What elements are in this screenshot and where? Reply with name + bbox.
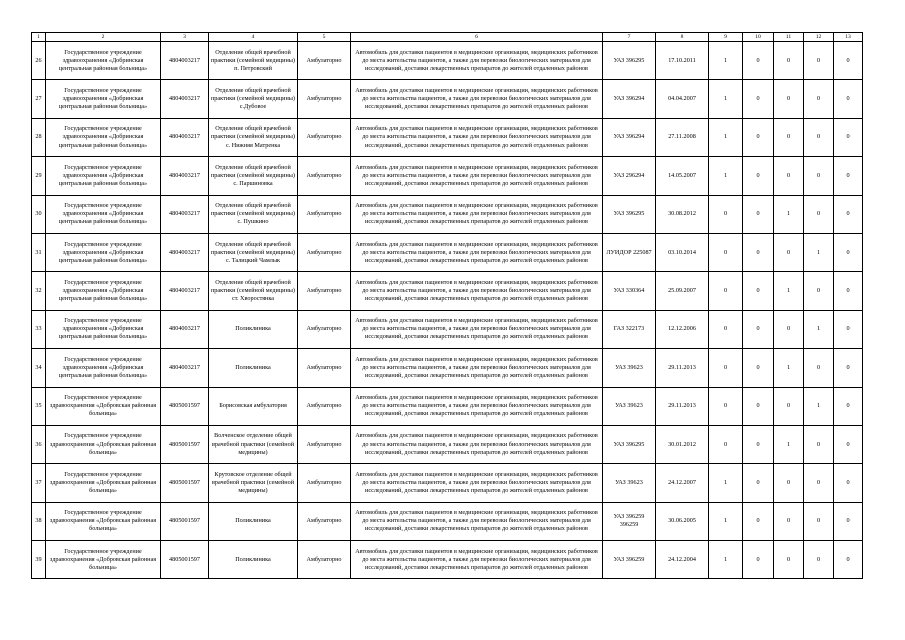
care-type-cell: Амбулаторно <box>298 157 351 195</box>
department-cell: Поликлиника <box>209 349 298 387</box>
table-body <box>32 42 863 579</box>
department-cell: Отделение общей врачебной практики (семейной медицины) с. Нижняя Матренка <box>209 118 298 156</box>
registration-date-cell: 14.05.2007 <box>656 157 709 195</box>
count-col-11-cell: 1 <box>774 272 804 310</box>
count-col-12-cell: 0 <box>804 272 834 310</box>
count-col-10-cell: 0 <box>743 157 774 195</box>
count-col-10-cell: 0 <box>743 42 774 80</box>
care-type-cell: Амбулаторно <box>298 195 351 233</box>
vehicle-purpose-cell: Автомобиль для доставки пациентов в медицинские организации, медицинских работников до места жительства пациентов, а также для перевозки биологических материалов для исследований, доставки лекарственных препаратов до жителей отдаленных районов <box>351 80 603 118</box>
count-col-13-cell: 0 <box>834 349 863 387</box>
department-cell: Отделение общей врачебной практики (семейной медицины) с. Паршиновка <box>209 157 298 195</box>
count-col-10-cell: 0 <box>743 349 774 387</box>
vehicle-purpose-cell: Автомобиль для доставки пациентов в медицинские организации, медицинских работников до места жительства пациентов, а также для перевозки биологических материалов для исследований, доставки лекарственных препаратов до жителей отдаленных районов <box>351 425 603 463</box>
count-col-13-cell: 0 <box>834 464 863 502</box>
count-col-13-cell: 0 <box>834 310 863 348</box>
vehicle-registry-table <box>31 32 863 579</box>
care-type-cell: Амбулаторно <box>298 502 351 540</box>
column-number-cell: 4 <box>209 33 298 42</box>
vehicle-purpose-cell: Автомобиль для доставки пациентов в медицинские организации, медицинских работников до места жительства пациентов, а также для перевозки биологических материалов для исследований, доставки лекарственных препаратов до жителей отдаленных районов <box>351 349 603 387</box>
institution-name-cell: Государственное учреждение здравоохранения «Добровская районная больница» <box>46 464 161 502</box>
inn-cell: 4804003217 <box>161 349 209 387</box>
count-col-11-cell: 0 <box>774 387 804 425</box>
vehicle-purpose-cell: Автомобиль для доставки пациентов в медицинские организации, медицинских работников до места жительства пациентов, а также для перевозки биологических материалов для исследований, доставки лекарственных препаратов до жителей отдаленных районов <box>351 42 603 80</box>
count-col-10-cell: 0 <box>743 541 774 579</box>
registration-date-cell: 25.09.2007 <box>656 272 709 310</box>
institution-name-cell: Государственное учреждение здравоохранения «Добринская центральная районная больница» <box>46 272 161 310</box>
count-col-9-cell: 0 <box>709 387 743 425</box>
care-type-cell: Амбулаторно <box>298 80 351 118</box>
table-row <box>32 349 863 387</box>
registration-date-cell: 24.12.2007 <box>656 464 709 502</box>
count-col-10-cell: 0 <box>743 80 774 118</box>
count-col-13-cell: 0 <box>834 425 863 463</box>
row-number-cell: 29 <box>32 157 46 195</box>
table-row <box>32 80 863 118</box>
count-col-12-cell: 1 <box>804 233 834 271</box>
registration-date-cell: 30.01.2012 <box>656 425 709 463</box>
institution-name-cell: Государственное учреждение здравоохранения «Добринская центральная районная больница» <box>46 349 161 387</box>
count-col-9-cell: 0 <box>709 233 743 271</box>
institution-name-cell: Государственное учреждение здравоохранения «Добровская районная больница» <box>46 425 161 463</box>
registration-date-cell: 29.11.2013 <box>656 349 709 387</box>
inn-cell: 4805001597 <box>161 541 209 579</box>
institution-name-cell: Государственное учреждение здравоохранения «Добринская центральная районная больница» <box>46 310 161 348</box>
table-row <box>32 541 863 579</box>
count-col-10-cell: 0 <box>743 310 774 348</box>
care-type-cell: Амбулаторно <box>298 541 351 579</box>
count-col-13-cell: 0 <box>834 272 863 310</box>
department-cell: Крутовское отделение общей врачебной практики (семейной медицины) <box>209 464 298 502</box>
row-number-cell: 32 <box>32 272 46 310</box>
registration-date-cell: 24.12.2004 <box>656 541 709 579</box>
column-number-row <box>32 33 863 42</box>
registration-date-cell: 27.11.2008 <box>656 118 709 156</box>
care-type-cell: Амбулаторно <box>298 272 351 310</box>
inn-cell: 4804003217 <box>161 233 209 271</box>
count-col-9-cell: 0 <box>709 195 743 233</box>
row-number-cell: 26 <box>32 42 46 80</box>
vehicle-model-cell: УАЗ 39623 <box>603 464 656 502</box>
department-cell: Отделение общей врачебной практики (семейной медицины) ст. Хворостянка <box>209 272 298 310</box>
count-col-9-cell: 1 <box>709 541 743 579</box>
row-number-cell: 28 <box>32 118 46 156</box>
vehicle-purpose-cell: Автомобиль для доставки пациентов в медицинские организации, медицинских работников до места жительства пациентов, а также для перевозки биологических материалов для исследований, доставки лекарственных препаратов до жителей отдаленных районов <box>351 118 603 156</box>
care-type-cell: Амбулаторно <box>298 310 351 348</box>
registration-date-cell: 03.10.2014 <box>656 233 709 271</box>
vehicle-model-cell: УАЗ 396294 <box>603 80 656 118</box>
row-number-cell: 35 <box>32 387 46 425</box>
row-number-cell: 34 <box>32 349 46 387</box>
row-number-cell: 33 <box>32 310 46 348</box>
vehicle-model-cell: УАЗ 396295 <box>603 425 656 463</box>
care-type-cell: Амбулаторно <box>298 425 351 463</box>
column-number-cell: 10 <box>743 33 774 42</box>
department-cell: Отделение общей врачебной практики (семейной медицины) п. Петровский <box>209 42 298 80</box>
count-col-12-cell: 0 <box>804 118 834 156</box>
count-col-13-cell: 0 <box>834 195 863 233</box>
institution-name-cell: Государственное учреждение здравоохранения «Добринская центральная районная больница» <box>46 80 161 118</box>
count-col-13-cell: 0 <box>834 118 863 156</box>
registration-date-cell: 17.10.2011 <box>656 42 709 80</box>
count-col-11-cell: 0 <box>774 502 804 540</box>
vehicle-purpose-cell: Автомобиль для доставки пациентов в медицинские организации, медицинских работников до места жительства пациентов, а также для перевозки биологических материалов для исследований, доставки лекарственных препаратов до жителей отдаленных районов <box>351 541 603 579</box>
registration-date-cell: 30.08.2012 <box>656 195 709 233</box>
inn-cell: 4804003217 <box>161 310 209 348</box>
count-col-9-cell: 1 <box>709 157 743 195</box>
count-col-11-cell: 0 <box>774 541 804 579</box>
vehicle-purpose-cell: Автомобиль для доставки пациентов в медицинские организации, медицинских работников до места жительства пациентов, а также для перевозки биологических материалов для исследований, доставки лекарственных препаратов до жителей отдаленных районов <box>351 157 603 195</box>
table-row <box>32 502 863 540</box>
count-col-13-cell: 0 <box>834 157 863 195</box>
inn-cell: 4804003217 <box>161 272 209 310</box>
department-cell: Отделение общей врачебной практики (семейной медицины) с.Дубовое <box>209 80 298 118</box>
department-cell: Поликлиника <box>209 502 298 540</box>
vehicle-model-cell: ЛУИДОР 225087 <box>603 233 656 271</box>
row-number-cell: 31 <box>32 233 46 271</box>
count-col-11-cell: 1 <box>774 195 804 233</box>
count-col-10-cell: 0 <box>743 387 774 425</box>
row-number-cell: 38 <box>32 502 46 540</box>
count-col-12-cell: 0 <box>804 157 834 195</box>
vehicle-model-cell: УАЗ 330364 <box>603 272 656 310</box>
vehicle-purpose-cell: Автомобиль для доставки пациентов в медицинские организации, медицинских работников до места жительства пациентов, а также для перевозки биологических материалов для исследований, доставки лекарственных препаратов до жителей отдаленных районов <box>351 387 603 425</box>
vehicle-model-cell: УАЗ 396259 396259 <box>603 502 656 540</box>
inn-cell: 4805001597 <box>161 464 209 502</box>
count-col-12-cell: 0 <box>804 541 834 579</box>
count-col-11-cell: 1 <box>774 349 804 387</box>
vehicle-model-cell: УАЗ 396294 <box>603 118 656 156</box>
count-col-12-cell: 0 <box>804 195 834 233</box>
department-cell: Волченское отделение общей врачебной практики (семейной медицины) <box>209 425 298 463</box>
count-col-11-cell: 0 <box>774 310 804 348</box>
vehicle-purpose-cell: Автомобиль для доставки пациентов в медицинские организации, медицинских работников до места жительства пациентов, а также для перевозки биологических материалов для исследований, доставки лекарственных препаратов до жителей отдаленных районов <box>351 195 603 233</box>
count-col-13-cell: 0 <box>834 502 863 540</box>
table-row <box>32 195 863 233</box>
table-row <box>32 310 863 348</box>
count-col-13-cell: 0 <box>834 541 863 579</box>
row-number-cell: 27 <box>32 80 46 118</box>
count-col-10-cell: 0 <box>743 233 774 271</box>
care-type-cell: Амбулаторно <box>298 118 351 156</box>
department-cell: Поликлиника <box>209 310 298 348</box>
table-row <box>32 387 863 425</box>
count-col-12-cell: 0 <box>804 425 834 463</box>
care-type-cell: Амбулаторно <box>298 233 351 271</box>
count-col-9-cell: 1 <box>709 464 743 502</box>
inn-cell: 4804003217 <box>161 118 209 156</box>
institution-name-cell: Государственное учреждение здравоохранения «Добровская районная больница» <box>46 387 161 425</box>
vehicle-model-cell: УАЗ 396295 <box>603 195 656 233</box>
count-col-13-cell: 0 <box>834 42 863 80</box>
column-number-cell: 7 <box>603 33 656 42</box>
department-cell: Борисовская амбулатория <box>209 387 298 425</box>
inn-cell: 4804003217 <box>161 80 209 118</box>
registration-date-cell: 12.12.2006 <box>656 310 709 348</box>
count-col-9-cell: 1 <box>709 118 743 156</box>
department-cell: Отделение общей врачебной практики (семейной медицины) с. Пушкино <box>209 195 298 233</box>
count-col-13-cell: 0 <box>834 80 863 118</box>
count-col-11-cell: 0 <box>774 42 804 80</box>
count-col-9-cell: 1 <box>709 502 743 540</box>
table-row <box>32 118 863 156</box>
vehicle-model-cell: УАЗ 296294 <box>603 157 656 195</box>
column-number-cell: 6 <box>351 33 603 42</box>
count-col-12-cell: 0 <box>804 349 834 387</box>
vehicle-model-cell: ГАЗ 322173 <box>603 310 656 348</box>
count-col-13-cell: 0 <box>834 233 863 271</box>
count-col-11-cell: 0 <box>774 233 804 271</box>
vehicle-model-cell: УАЗ 39623 <box>603 349 656 387</box>
column-number-cell: 5 <box>298 33 351 42</box>
row-number-cell: 37 <box>32 464 46 502</box>
institution-name-cell: Государственное учреждение здравоохранения «Добринская центральная районная больница» <box>46 233 161 271</box>
column-number-cell: 9 <box>709 33 743 42</box>
column-number-cell: 2 <box>46 33 161 42</box>
care-type-cell: Амбулаторно <box>298 464 351 502</box>
vehicle-purpose-cell: Автомобиль для доставки пациентов в медицинские организации, медицинских работников до места жительства пациентов, а также для перевозки биологических материалов для исследований, доставки лекарственных препаратов до жителей отдаленных районов <box>351 502 603 540</box>
count-col-12-cell: 0 <box>804 502 834 540</box>
vehicle-purpose-cell: Автомобиль для доставки пациентов в медицинские организации, медицинских работников до места жительства пациентов, а также для перевозки биологических материалов для исследований, доставки лекарственных препаратов до жителей отдаленных районов <box>351 272 603 310</box>
count-col-10-cell: 0 <box>743 464 774 502</box>
vehicle-model-cell: УАЗ 39623 <box>603 387 656 425</box>
row-number-cell: 36 <box>32 425 46 463</box>
count-col-9-cell: 0 <box>709 425 743 463</box>
institution-name-cell: Государственное учреждение здравоохранения «Добринская центральная районная больница» <box>46 42 161 80</box>
inn-cell: 4804003217 <box>161 157 209 195</box>
table-row <box>32 425 863 463</box>
count-col-9-cell: 0 <box>709 349 743 387</box>
column-number-cell: 8 <box>656 33 709 42</box>
count-col-9-cell: 1 <box>709 42 743 80</box>
vehicle-model-cell: УАЗ 396295 <box>603 42 656 80</box>
count-col-12-cell: 0 <box>804 80 834 118</box>
registration-date-cell: 29.11.2013 <box>656 387 709 425</box>
inn-cell: 4804003217 <box>161 42 209 80</box>
department-cell: Поликлиника <box>209 541 298 579</box>
care-type-cell: Амбулаторно <box>298 42 351 80</box>
count-col-11-cell: 1 <box>774 425 804 463</box>
count-col-11-cell: 0 <box>774 80 804 118</box>
registration-date-cell: 30.06.2005 <box>656 502 709 540</box>
institution-name-cell: Государственное учреждение здравоохранения «Добровская районная больница» <box>46 502 161 540</box>
institution-name-cell: Государственное учреждение здравоохранения «Добринская центральная районная больница» <box>46 157 161 195</box>
table-row <box>32 42 863 80</box>
care-type-cell: Амбулаторно <box>298 349 351 387</box>
institution-name-cell: Государственное учреждение здравоохранения «Добринская центральная районная больница» <box>46 195 161 233</box>
count-col-10-cell: 0 <box>743 425 774 463</box>
department-cell: Отделение общей врачебной практики (семейной медицины) с. Талицкий Чамлык <box>209 233 298 271</box>
registration-date-cell: 04.04.2007 <box>656 80 709 118</box>
inn-cell: 4805001597 <box>161 425 209 463</box>
column-number-cell: 12 <box>804 33 834 42</box>
vehicle-model-cell: УАЗ 396259 <box>603 541 656 579</box>
count-col-10-cell: 0 <box>743 118 774 156</box>
row-number-cell: 39 <box>32 541 46 579</box>
table-row <box>32 157 863 195</box>
count-col-10-cell: 0 <box>743 195 774 233</box>
count-col-12-cell: 0 <box>804 42 834 80</box>
institution-name-cell: Государственное учреждение здравоохранения «Добринская центральная районная больница» <box>46 118 161 156</box>
count-col-10-cell: 0 <box>743 272 774 310</box>
count-col-12-cell: 1 <box>804 310 834 348</box>
count-col-9-cell: 1 <box>709 80 743 118</box>
institution-name-cell: Государственное учреждение здравоохранения «Добровская районная больница» <box>46 541 161 579</box>
count-col-9-cell: 0 <box>709 310 743 348</box>
vehicle-purpose-cell: Автомобиль для доставки пациентов в медицинские организации, медицинских работников до места жительства пациентов, а также для перевозки биологических материалов для исследований, доставки лекарственных препаратов до жителей отдаленных районов <box>351 464 603 502</box>
inn-cell: 4805001597 <box>161 502 209 540</box>
column-number-cell: 11 <box>774 33 804 42</box>
vehicle-purpose-cell: Автомобиль для доставки пациентов в медицинские организации, медицинских работников до места жительства пациентов, а также для перевозки биологических материалов для исследований, доставки лекарственных препаратов до жителей отдаленных районов <box>351 310 603 348</box>
care-type-cell: Амбулаторно <box>298 387 351 425</box>
inn-cell: 4805001597 <box>161 387 209 425</box>
count-col-10-cell: 0 <box>743 502 774 540</box>
column-number-cell: 1 <box>32 33 46 42</box>
row-number-cell: 30 <box>32 195 46 233</box>
count-col-12-cell: 1 <box>804 387 834 425</box>
count-col-11-cell: 0 <box>774 157 804 195</box>
table-row <box>32 233 863 271</box>
column-number-cell: 13 <box>834 33 863 42</box>
table-row <box>32 272 863 310</box>
inn-cell: 4804003217 <box>161 195 209 233</box>
vehicle-purpose-cell: Автомобиль для доставки пациентов в медицинские организации, медицинских работников до места жительства пациентов, а также для перевозки биологических материалов для исследований, доставки лекарственных препаратов до жителей отдаленных районов <box>351 233 603 271</box>
count-col-12-cell: 0 <box>804 464 834 502</box>
count-col-11-cell: 0 <box>774 118 804 156</box>
column-number-cell: 3 <box>161 33 209 42</box>
count-col-13-cell: 0 <box>834 387 863 425</box>
table-row <box>32 464 863 502</box>
count-col-11-cell: 0 <box>774 464 804 502</box>
count-col-9-cell: 0 <box>709 272 743 310</box>
